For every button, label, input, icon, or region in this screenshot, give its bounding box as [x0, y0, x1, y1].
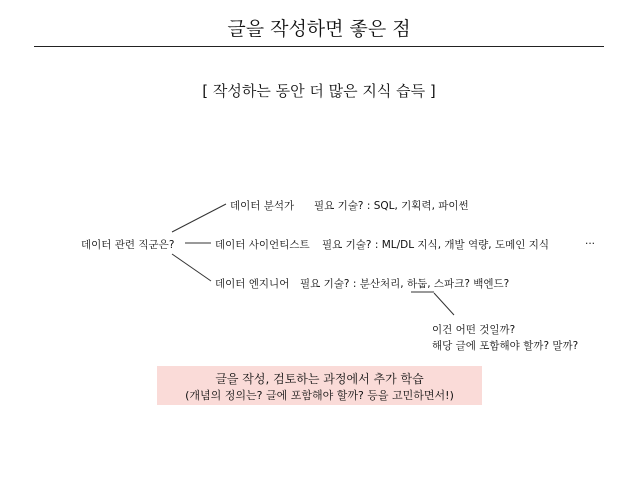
branch-analyst-role: 데이터 분석가	[230, 200, 295, 212]
branch-engineer-role: 데이터 엔지니어	[215, 278, 290, 290]
branch-scientist-role: 데이터 사이언티스트	[215, 239, 310, 251]
branch-analyst-skills: 필요 기술? : SQL, 기획력, 파이썬	[314, 200, 469, 212]
connector-analyst	[172, 204, 226, 232]
question-line-1: 이건 어떤 것일까?	[432, 324, 516, 336]
highlight-line-1: 글을 작성, 검토하는 과정에서 추가 학습	[215, 372, 424, 386]
question-line-2: 해당 글에 포함해야 할까? 말까?	[432, 340, 579, 352]
highlight-line-2: (개념의 정의는? 글에 포함해야 할까? 등을 고민하면서!)	[185, 389, 454, 402]
page-title: 글을 작성하면 좋은 점	[227, 18, 411, 40]
ellipsis-mark: ...	[585, 235, 596, 247]
branch-engineer-skills: 필요 기술? : 분산처리, 하둡, 스파크? 백엔드?	[300, 278, 510, 290]
subtitle: [ 작성하는 동안 더 많은 지식 습득 ]	[202, 82, 436, 100]
branch-scientist-skills: 필요 기술? : ML/DL 지식, 개발 역량, 도메인 지식	[322, 239, 550, 251]
connector-question	[434, 293, 454, 315]
root-node: 데이터 관련 직군은?	[81, 239, 175, 251]
connector-engineer	[172, 254, 211, 281]
